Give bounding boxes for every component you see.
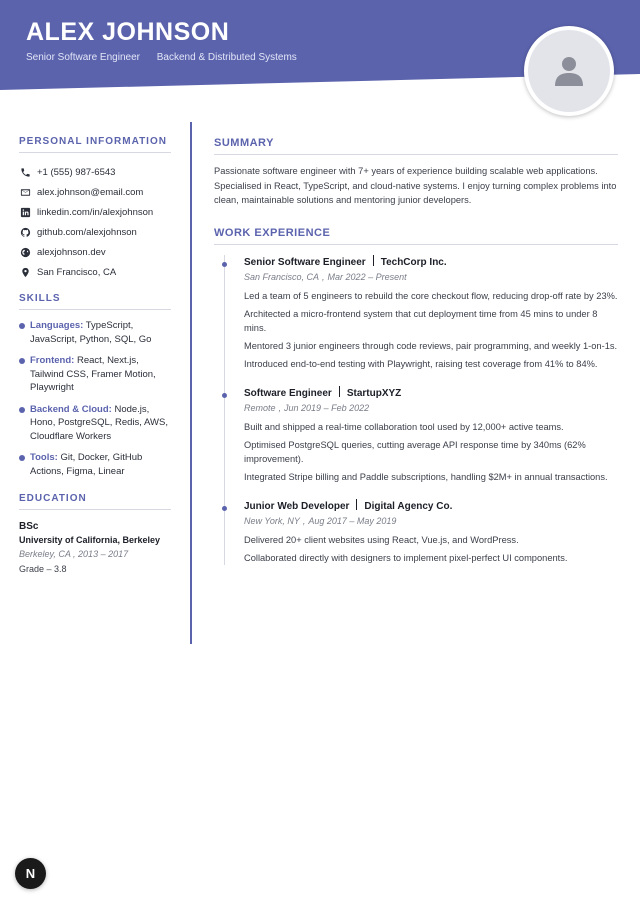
nextjs-icon[interactable]: N xyxy=(15,858,46,889)
linkedin-link[interactable]: linkedin.com/in/alexjohnson xyxy=(37,206,154,218)
job-bullet: Architected a micro-frontend system that cut deployment time from 45 mins to under 8 mins. xyxy=(244,308,598,333)
job-entry xyxy=(244,255,618,372)
school-name: University of California, Berkeley xyxy=(19,535,161,545)
education-meta: Berkeley, CA , 2013 – 2017 xyxy=(19,549,129,559)
left-column xyxy=(19,136,171,574)
contact-website xyxy=(19,242,171,262)
linkedin-icon xyxy=(19,206,31,218)
job-role: Junior Web Developer xyxy=(244,500,350,512)
education-location: Berkeley, CA xyxy=(19,549,71,559)
bullet-dot-icon xyxy=(19,323,25,329)
skill-item xyxy=(19,403,171,444)
job-dates: Aug 2017 – May 2019 xyxy=(308,515,397,526)
job-header xyxy=(244,499,618,515)
phone-icon xyxy=(19,166,31,178)
bullet-dot-icon xyxy=(19,358,25,364)
job-dates: Mar 2022 – Present xyxy=(327,271,407,282)
person-icon xyxy=(528,30,610,112)
job-bullet: Introduced end-to-end testing with Playwright, raising test coverage from 41% to 84%. xyxy=(244,359,598,369)
job-bullet: Built and shipped a real-time collaboration tool used by 12,000+ active teams. xyxy=(244,421,564,432)
job-header xyxy=(244,386,618,402)
contact-github xyxy=(19,222,171,242)
skill-item xyxy=(19,451,171,478)
grade: Grade – 3.8 xyxy=(19,564,67,574)
summary-text: Passionate software engineer with 7+ years of experience building scalable web applications. Specialised in React, TypeScript, and cloud-native systems. I enjoy turning complex problems into clean, maintainable solutions and mentoring junior developers. xyxy=(214,166,617,205)
job-bullet: Led a team of 5 engineers to rebuild the core checkout flow, reducing drop-off rate by 23%. xyxy=(244,290,618,301)
contact-phone xyxy=(19,162,171,182)
skill-text: React, Next.js, Tailwind CSS, Framer Motion, Playwright xyxy=(30,355,156,393)
skill-text: Node.js, Hono, PostgreSQL, Redis, AWS, Cloudflare Workers xyxy=(30,403,168,442)
skill-label: Tools: xyxy=(30,452,58,463)
candidate-name: ALEX JOHNSON xyxy=(26,18,230,46)
job-bullets xyxy=(244,420,618,485)
contact-list xyxy=(19,162,171,282)
globe-icon xyxy=(19,246,31,258)
skill-text: Git, Docker, GitHub Actions, Figma, Linear xyxy=(30,452,143,477)
job-bullet: Collaborated directly with designers to implement pixel-perfect UI components. xyxy=(244,552,568,563)
contact-email xyxy=(19,182,171,202)
skill-item xyxy=(19,319,171,346)
contact-location xyxy=(19,262,171,282)
summary-heading: SUMMARY xyxy=(214,137,618,155)
email-icon xyxy=(19,186,31,198)
job-location: Remote xyxy=(244,402,276,413)
job-meta: San Francisco, CA , Mar 2022 – Present xyxy=(244,271,407,282)
job-meta: Remote , Jun 2019 – Feb 2022 xyxy=(244,402,370,413)
github-link[interactable]: github.com/alexjohnson xyxy=(37,226,137,238)
work-timeline xyxy=(214,255,618,566)
contact-linkedin xyxy=(19,202,171,222)
header-subtitle xyxy=(26,52,311,63)
job-title-tag: Senior Software Engineer xyxy=(26,52,140,63)
github-icon xyxy=(19,226,31,238)
email-link[interactable]: alex.johnson@email.com xyxy=(37,186,144,198)
avatar xyxy=(524,26,614,116)
bullet-dot-icon xyxy=(19,455,25,461)
job-bullet: Delivered 20+ client websites using React, Vue.js, and WordPress. xyxy=(244,534,519,545)
job-bullet: Optimised PostgreSQL queries, cutting average API response time by 340ms (62% improvement). xyxy=(244,439,586,464)
job-bullets xyxy=(244,533,618,566)
job-meta: New York, NY , Aug 2017 – May 2019 xyxy=(244,515,397,526)
phone-text: +1 (555) 987-6543 xyxy=(37,166,116,178)
job-company: StartupXYZ xyxy=(346,387,402,399)
job-company: Digital Agency Co. xyxy=(364,500,453,512)
education-heading: EDUCATION xyxy=(19,493,171,510)
timeline-dot-icon xyxy=(222,393,227,398)
right-column xyxy=(214,137,618,579)
work-experience-heading: WORK EXPERIENCE xyxy=(214,227,618,245)
job-role: Senior Software Engineer xyxy=(244,256,366,268)
specialty-tag: Backend & Distributed Systems xyxy=(156,52,297,63)
skills-list xyxy=(19,319,171,478)
job-company: TechCorp Inc. xyxy=(380,256,447,268)
website-link[interactable]: alexjohnson.dev xyxy=(37,246,106,258)
job-header xyxy=(244,255,618,271)
job-entry xyxy=(244,386,618,485)
timeline-dot-icon xyxy=(222,262,227,267)
skills-heading: SKILLS xyxy=(19,293,171,310)
skill-item xyxy=(19,354,171,395)
bullet-dot-icon xyxy=(19,407,25,413)
job-dates: Jun 2019 – Feb 2022 xyxy=(284,402,370,413)
education-dates: 2013 – 2017 xyxy=(78,549,129,559)
skill-text: TypeScript, JavaScript, Python, SQL, Go xyxy=(30,320,152,345)
timeline-dot-icon xyxy=(222,506,227,511)
skill-label: Frontend: xyxy=(30,355,75,366)
degree: BSc xyxy=(19,521,39,532)
job-bullet: Integrated Stripe billing and Paddle subscriptions, handling $2M+ in annual transactions. xyxy=(244,472,608,482)
job-role: Software Engineer xyxy=(244,387,332,399)
personal-info-heading: PERSONAL INFORMATION xyxy=(19,136,171,153)
column-divider xyxy=(190,122,192,644)
job-entry xyxy=(244,499,618,566)
location-text: San Francisco, CA xyxy=(37,266,117,278)
skill-label: Backend & Cloud: xyxy=(30,403,112,415)
timeline-line xyxy=(224,255,225,566)
job-location: San Francisco, CA xyxy=(244,271,320,282)
job-location: New York, NY xyxy=(244,515,300,526)
job-bullets xyxy=(244,289,618,372)
job-bullet: Mentored 3 junior engineers through code reviews, pair programming, and weekly 1-on-1s. xyxy=(244,341,618,351)
location-pin-icon xyxy=(19,266,31,278)
skill-label: Languages: xyxy=(30,320,84,331)
